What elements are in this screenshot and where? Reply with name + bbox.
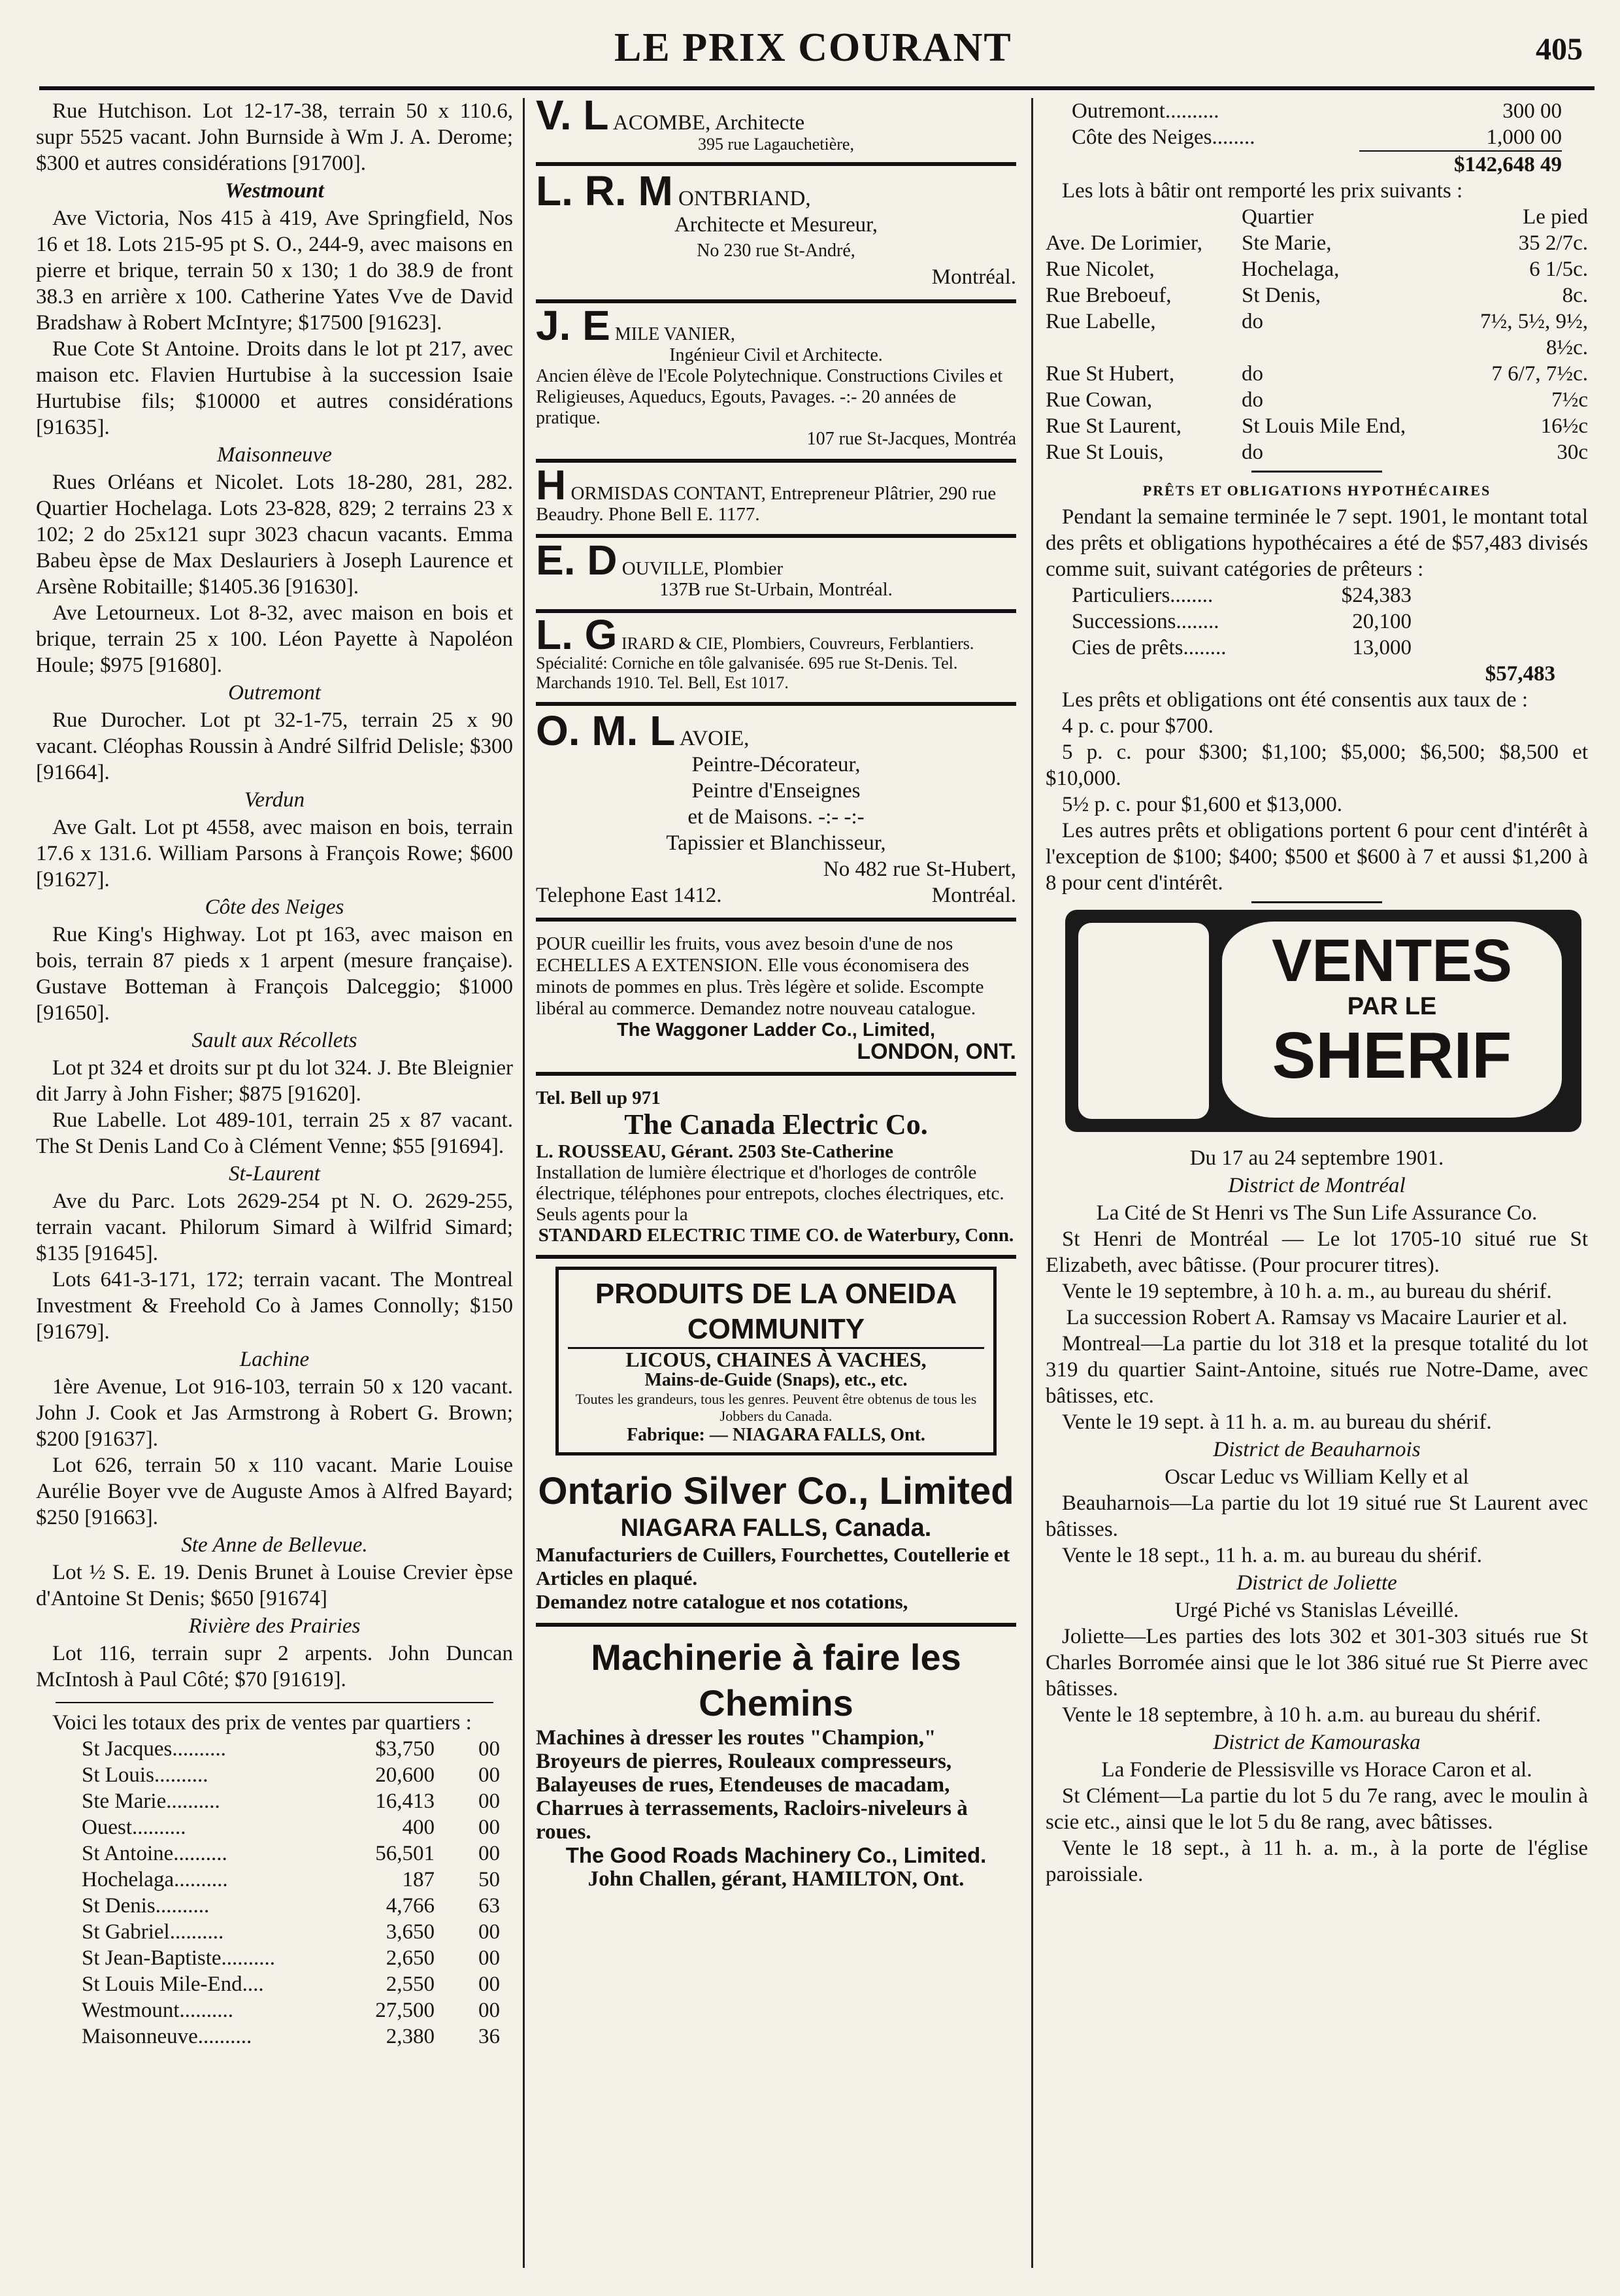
totals-row-cell-1: 16,413: [375, 1789, 435, 1813]
case4-desc: Joliette—Les parties des lots 302 et 301-303 situés rue St Charles Borromée ainsi que le lot 386 situé rue St Pierre avec bâtisses.: [1046, 1625, 1588, 1701]
ad-montbriand-line3: No 230 rue St-André,: [697, 241, 855, 261]
ad-lacombe: [536, 92, 1016, 166]
banner-ventes: VENTES: [1271, 927, 1513, 994]
ad-road-desc: Machines à dresser les routes "Champion," Broyeurs de pierres, Rouleaux compresseurs, Balayeuses de rues, Etendeuses de macadam, Charrues à terrassements, Racloirs-niveleurs à roues.: [536, 1726, 968, 1844]
heading-maisonneuve: Maisonneuve: [217, 443, 332, 467]
lots-header-cell-2: Le pied: [1523, 205, 1588, 229]
loans-row-cell-1: $24,383: [1341, 584, 1412, 607]
heading-verdun: Verdun: [244, 788, 305, 812]
totals-row-cell-2: 63: [478, 1894, 500, 1918]
entry-letourneux: Ave Letourneux. Lot 8-32, avec maison en bois et brique, terrain 25 x 100. Léon Payette à Napoléon Houle; $975 [91680].: [36, 601, 513, 677]
totals-row-cell-0: St Denis..........: [82, 1894, 210, 1918]
top-row: [1072, 124, 1562, 150]
lots-row-cell-1: St Louis Mile End,: [1242, 414, 1406, 438]
ad-vanier-initials: J. E: [536, 302, 610, 349]
loans-row: [1072, 582, 1412, 608]
ad-road-title: Machinerie à faire les Chemins: [591, 1637, 961, 1723]
lots-row-cell-2: 7½, 5½, 9½, 8½c.: [1480, 310, 1588, 359]
ad-lavoie-line3: Peintre d'Enseignes: [691, 779, 861, 803]
sales-dates: Du 17 au 24 septembre 1901.: [1189, 1146, 1444, 1170]
totals-row-cell-1: 187: [402, 1868, 435, 1891]
newspaper-title: LE PRIX COURANT: [614, 25, 1012, 70]
case4-title: Urgé Piché vs Stanislas Léveillé.: [1174, 1599, 1459, 1622]
heading-outremont: Outremont: [228, 681, 321, 705]
divider: [56, 1702, 493, 1703]
lots-row-cell-0: Rue Breboeuf,: [1046, 284, 1172, 307]
case5-sale: Vente le 18 sept., à 11 h. a. m., à la porte de l'église paroissiale.: [1046, 1837, 1588, 1886]
loans-heading: PRÊTS ET OBLIGATIONS HYPOTHÉCAIRES: [1142, 482, 1491, 499]
ad-vanier-text: MILE VANIER,: [614, 324, 735, 344]
entry-orleans: Rues Orléans et Nicolet. Lots 18-280, 281, 282. Quartier Hochelaga. Lots 23-828, 829; 2 terrains 23 x 102; 2 do 25x121 supr 3023 chacun vacants. Emma Babeu èpse de Max Deslauriers à Joseph Laurence et Arsène Robitaille; $1405.36 [91630].: [36, 471, 513, 599]
lots-row-cell-0: Ave. De Lorimier,: [1046, 231, 1202, 255]
lots-row-cell-2: 35 2/7c.: [1518, 231, 1588, 255]
heading-cote-des-neiges: Côte des Neiges: [205, 895, 344, 919]
totals-row-cell-0: St Louis..........: [82, 1763, 208, 1787]
banner-par-le: PAR LE: [1347, 993, 1437, 1020]
totals-row-cell-1: 400: [402, 1816, 435, 1839]
case2-desc: Montreal—La partie du lot 318 et la presque totalité du lot 319 du quartier Saint-Antoine, situés rue Notre-Dame, avec bâtisses, etc.: [1046, 1332, 1588, 1408]
page-number: 405: [1536, 32, 1583, 67]
column-divider-1: [523, 98, 525, 2268]
ad-montbriand-line2: Architecte et Mesureur,: [674, 213, 878, 237]
entry-labelle: Rue Labelle. Lot 489-101, terrain 25 x 87 vacant. The St Denis Land Co à Clément Venne; $55 [91694].: [36, 1108, 513, 1158]
lots-header-cell-1: Quartier: [1242, 205, 1314, 229]
totals-row-cell-2: 00: [478, 1763, 500, 1787]
ad-oneida: [555, 1267, 997, 1456]
lots-row-cell-0: Rue St Laurent,: [1046, 414, 1182, 438]
lots-row-cell-0: Rue Nicolet,: [1046, 258, 1155, 281]
ad-silver-title: Ontario Silver Co., Limited: [538, 1470, 1014, 1512]
district-joliette: District de Joliette: [1236, 1571, 1397, 1595]
totals-row-cell-2: 00: [478, 1737, 500, 1761]
masthead: [39, 13, 1595, 85]
ad-contant-initial: H: [536, 461, 567, 508]
totals-row-cell-1: 2,550: [386, 1972, 435, 1996]
entry-lots-641: Lots 641-3-171, 172; terrain vacant. The Montreal Investment & Freehold Co à James Connolly; $150 [91679].: [36, 1268, 513, 1344]
loans-total: $57,483: [1485, 662, 1555, 686]
ad-montbriand-initials: L. R. M: [536, 167, 673, 214]
heading-ste-anne: Ste Anne de Bellevue.: [181, 1533, 368, 1557]
totals-row-cell-0: St Gabriel..........: [82, 1920, 224, 1944]
ad-lacombe-text: ACOMBE, Architecte: [612, 111, 805, 135]
ad-lavoie-line2: Peintre-Décorateur,: [691, 753, 861, 776]
entry-lot-116: Lot 116, terrain supr 2 arpents. John Duncan McIntosh à Paul Côté; $70 [91619].: [36, 1642, 513, 1691]
ad-oneida-line4: Fabrique: — NIAGARA FALLS, Ont.: [627, 1425, 925, 1445]
column-advertisements: [536, 92, 1016, 1891]
divider: [1251, 901, 1382, 903]
ad-silver-city: NIAGARA FALLS, Canada.: [620, 1514, 932, 1542]
totals-row-cell-2: 00: [478, 1842, 500, 1865]
case5-desc: St Clément—La partie du lot 5 du 7e rang, avec le moulin à scie etc., ainsi que le lot 5 du 8e rang, avec bâtisses.: [1046, 1784, 1588, 1834]
entry-durocher: Rue Durocher. Lot pt 32-1-75, terrain 25 x 90 vacant. Cléophas Roussin à André Silfrid Delisle; $300 [91664].: [36, 708, 513, 784]
ad-silver-desc: Manufacturiers de Cuillers, Fourchettes, Coutellerie et Articles en plaqué.: [536, 1543, 1010, 1589]
totals-row-cell-0: St Louis Mile-End....: [82, 1972, 264, 1996]
top-row-cell-1: 1,000 00: [1486, 125, 1562, 149]
sherif-banner-text: [1222, 922, 1562, 1118]
ad-oneida-line1: LICOUS, CHAINES À VACHES,: [625, 1348, 927, 1371]
ad-electric-tel: Tel. Bell up 971: [536, 1088, 661, 1108]
ad-contant: [536, 461, 1016, 538]
loans-rate-5-5: 5½ p. c. pour $1,600 et $13,000.: [1062, 793, 1342, 816]
case3-desc: Beauharnois—La partie du lot 19 situé rue St Laurent avec bâtisses.: [1046, 1491, 1588, 1541]
ad-lavoie-line4: et de Maisons. -:- -:-: [687, 805, 865, 829]
heading-lachine: Lachine: [239, 1348, 310, 1371]
column-real-estate-sales: [36, 98, 513, 2050]
lots-row-cell-1: St Denis,: [1242, 284, 1321, 307]
divider: [1251, 471, 1382, 473]
loans-rate-5: 5 p. c. pour $300; $1,100; $5,000; $6,500; $8,500 et $10,000.: [1046, 740, 1588, 790]
lots-row-cell-2: 6 1/5c.: [1529, 258, 1588, 281]
totals-row-cell-1: 2,650: [386, 1946, 435, 1970]
case3-sale: Vente le 18 sept., 11 h. a. m. au bureau du shérif.: [1062, 1544, 1483, 1567]
totals-row-cell-1: 20,600: [375, 1763, 435, 1787]
case1-sale: Vente le 19 septembre, à 10 h. a. m., au bureau du shérif.: [1062, 1280, 1552, 1303]
ad-oneida-title: PRODUITS DE LA ONEIDA COMMUNITY: [568, 1276, 984, 1349]
top-row-cell-0: Côte des Neiges........: [1072, 125, 1255, 149]
ad-douville: [536, 537, 1016, 613]
case2-title: La succession Robert A. Ramsay vs Macaire Laurier et al.: [1066, 1306, 1568, 1329]
lots-row-cell-2: 8c.: [1562, 284, 1588, 307]
district-montreal: District de Montréal: [1228, 1174, 1406, 1197]
masthead-rule: [39, 86, 1595, 90]
lots-row-cell-0: Rue Cowan,: [1046, 388, 1153, 412]
ad-douville-initials: E. D: [536, 537, 618, 584]
totals-row-cell-0: Maisonneuve..........: [82, 2025, 252, 2048]
ad-lavoie-line5: Tapissier et Blanchisseur,: [666, 831, 886, 855]
totals-row-cell-0: Ouest..........: [82, 1816, 186, 1839]
totals-row-cell-2: 00: [478, 1999, 500, 2022]
ad-montbriand: [536, 167, 1016, 303]
banner-sherif: SHERIF: [1272, 1019, 1512, 1092]
ad-montbriand-line4: Montréal.: [931, 265, 1016, 289]
ad-vanier: [536, 302, 1016, 463]
loans-row: [1072, 608, 1412, 635]
lots-row-cell-0: Rue Labelle,: [1046, 310, 1156, 333]
top-total: $142,648 49: [1359, 150, 1562, 178]
lots-table: [1046, 204, 1588, 465]
totals-table: [82, 1736, 500, 2050]
totals-row-cell-0: St Antoine..........: [82, 1842, 227, 1865]
ad-lavoie-text: AVOIE,: [679, 727, 750, 750]
case3-title: Oscar Leduc vs William Kelly et al: [1165, 1465, 1469, 1489]
totals-row-cell-2: 00: [478, 1816, 500, 1839]
lots-row-cell-2: 7½c: [1551, 388, 1588, 412]
ventes-par-le-sherif-banner: [1065, 910, 1581, 1132]
totals-row-cell-2: 00: [478, 1789, 500, 1813]
lots-row-cell-2: 30c: [1557, 441, 1588, 464]
ad-oneida-line3: Toutes les grandeurs, tous les genres. Peuvent être obtenus de tous les Jobbers du Canada.: [575, 1391, 977, 1424]
entry-lot-324: Lot pt 324 et droits sur pt du lot 324. J. Bte Bleignier dit Jarry à John Fisher; $875 [91620].: [36, 1056, 513, 1106]
totals-row-cell-2: 50: [478, 1868, 500, 1891]
ad-vanier-line3: Ancien élève de l'Ecole Polytechnique. Constructions Civiles et Religieuses, Aqueducs, Egouts, Pavages. -:- 20 années de pratique.: [536, 366, 1003, 428]
totals-intro: Voici les totaux des prix de ventes par quartiers :: [52, 1711, 472, 1735]
ad-girard-text: IRARD & CIE, Plombiers, Couvreurs, Ferblantiers. Spécialité: Corniche en tôle galvanisée. 695 rue St-Denis. Tel. Marchands 1910. Tel. Bell, Est 1017.: [536, 634, 974, 692]
ad-silver-catalogue: Demandez notre catalogue et nos cotations,: [536, 1590, 908, 1613]
ad-contant-text: ORMISDAS CONTANT, Entrepreneur Plâtrier, 290 rue Beaudry. Phone Bell E. 1177.: [536, 483, 997, 525]
totals-row-cell-0: Ste Marie..........: [82, 1789, 220, 1813]
ad-oneida-line2: Mains-de-Guide (Snaps), etc., etc.: [644, 1370, 908, 1390]
ad-douville-address: 137B rue St-Urbain, Montréal.: [659, 579, 893, 600]
loans-row-cell-1: 20,100: [1352, 610, 1412, 633]
ad-road-manager: John Challen, gérant, HAMILTON, Ont.: [587, 1867, 965, 1891]
ad-electric-agent: STANDARD ELECTRIC TIME CO. de Waterbury, Conn.: [538, 1225, 1014, 1246]
lots-intro: Les lots à bâtir ont remporté les prix suivants :: [1062, 179, 1463, 203]
totals-row-cell-1: 56,501: [375, 1842, 435, 1865]
lots-row-cell-2: 16½c: [1540, 414, 1588, 438]
ad-road-company: The Good Roads Machinery Co., Limited.: [565, 1843, 987, 1867]
totals-row-cell-1: $3,750: [375, 1737, 435, 1761]
entry-1ere-avenue: 1ère Avenue, Lot 916-103, terrain 50 x 120 vacant. John J. Cook et Jas Armstrong à Robert G. Brown; $200 [91637].: [36, 1375, 513, 1451]
totals-row-cell-2: 00: [478, 1972, 500, 1996]
loans-row-cell-0: Particuliers........: [1072, 584, 1214, 607]
case1-desc: St Henri de Montréal — Le lot 1705-10 situé rue St Elizabeth, avec bâtisse. (Pour procurer titres).: [1046, 1227, 1588, 1277]
entry-lot-626: Lot 626, terrain 50 x 110 vacant. Marie Louise Aurélie Boyer vve de Auguste Amos à Alfred Bayard; $250 [91663].: [36, 1454, 513, 1529]
totals-row-cell-0: Hochelaga..........: [82, 1868, 228, 1891]
district-kamouraska: District de Kamouraska: [1213, 1731, 1421, 1754]
ad-girard: [536, 611, 1016, 706]
loans-rows: [1072, 582, 1412, 661]
totals-row-cell-1: 3,650: [386, 1920, 435, 1944]
totals-row-cell-2: 00: [478, 1920, 500, 1944]
lots-header-cell-0: [1046, 204, 1242, 230]
loans-rate-4: 4 p. c. pour $700.: [1062, 714, 1214, 738]
entry-kings-highway: Rue King's Highway. Lot pt 163, avec maison en bois, terrain 87 pieds x 1 arpent (mesure française). Gustave Botteman à François Dalceggio; $1000 [91650].: [36, 923, 513, 1025]
ad-electric-name: The Canada Electric Co.: [624, 1108, 928, 1140]
heading-westmount: Westmount: [225, 179, 324, 203]
column-loans-and-sheriff-sales: [1046, 98, 1588, 1888]
ad-electric-manager: L. ROUSSEAU, Gérant. 2503 Ste-Catherine: [536, 1141, 893, 1162]
lots-row-cell-1: Hochelaga,: [1242, 258, 1340, 281]
ad-lacombe-address: 395 rue Lagauchetière,: [698, 135, 854, 154]
heading-st-laurent: St-Laurent: [229, 1162, 320, 1186]
top-row-cell-0: Outremont..........: [1072, 99, 1219, 123]
totals-row-cell-1: 27,500: [375, 1999, 435, 2022]
loans-row: [1072, 635, 1412, 661]
ad-girard-initials: L. G: [536, 611, 618, 658]
entry-lot-half: Lot ½ S. E. 19. Denis Brunet à Louise Crevier èpse d'Antoine St Denis; $650 [91674]: [36, 1561, 513, 1610]
district-beauharnois: District de Beauharnois: [1213, 1438, 1421, 1461]
auction-scene-illustration: [1078, 923, 1209, 1119]
ad-vanier-line2: Ingénieur Civil et Architecte.: [669, 345, 883, 365]
totals-row-cell-0: Westmount..........: [82, 1999, 233, 2022]
ad-canada-electric: [536, 1084, 1016, 1259]
lots-row-cell-1: do: [1242, 441, 1263, 464]
ad-lavoie-city: Montréal.: [931, 884, 1016, 907]
entry-hutchison: Rue Hutchison. Lot 12-17-38, terrain 50 x 110.6, supr 5525 vacant. John Burnside à Wm J. A. Derome; $300 et autres considérations [91700].: [36, 99, 513, 175]
lots-row-cell-0: Rue St Hubert,: [1046, 362, 1175, 386]
entry-cote-st-antoine: Rue Cote St Antoine. Droits dans le lot pt 217, avec maison etc. Flavien Hurtubise à la succession Isaie Hurtubise fils; $10000 et autres considérations [91635].: [36, 337, 513, 439]
case1-title: La Cité de St Henri vs The Sun Life Assurance Co.: [1096, 1201, 1538, 1225]
totals-row-cell-0: St Jean-Baptiste..........: [82, 1946, 276, 1970]
column-divider-2: [1031, 98, 1033, 2268]
ad-lacombe-initials: V. L: [536, 92, 609, 139]
totals-row-cell-0: St Jacques..........: [82, 1737, 226, 1761]
totals-row-cell-1: 4,766: [386, 1894, 435, 1918]
entry-galt: Ave Galt. Lot pt 4558, avec maison en bois, terrain 17.6 x 131.6. William Parsons à François Rowe; $600 [91627].: [36, 816, 513, 891]
case4-sale: Vente le 18 septembre, à 10 h. a.m. au bureau du shérif.: [1062, 1703, 1542, 1727]
entry-parc: Ave du Parc. Lots 2629-254 pt N. O. 2629-255, terrain vacant. Philorum Simard à Wilfrid Simard; $135 [91645].: [36, 1190, 513, 1265]
top-row-cell-1: 300 00: [1502, 99, 1562, 123]
loans-row-cell-0: Cies de prêts........: [1072, 636, 1227, 659]
ad-lavoie: [536, 707, 1016, 922]
totals-row-cell-2: 36: [478, 2025, 500, 2048]
totals-row-cell-1: 2,380: [386, 2025, 435, 2048]
loans-row-cell-1: 13,000: [1352, 636, 1412, 659]
lots-row-cell-1: Ste Marie,: [1242, 231, 1332, 255]
ad-lavoie-initials: O. M. L: [536, 707, 676, 754]
case5-title: La Fonderie de Plessisville vs Horace Caron et al.: [1101, 1758, 1532, 1782]
heading-sault: Sault aux Récollets: [191, 1029, 357, 1052]
lots-row-cell-1: do: [1242, 388, 1263, 412]
lots-row-cell-1: do: [1242, 310, 1263, 333]
ad-ladder-company: The Waggoner Ladder Co., Limited,: [616, 1020, 936, 1040]
lots-row-cell-1: do: [1242, 362, 1263, 386]
ad-lavoie-line6: No 482 rue St-Hubert,: [823, 857, 1016, 881]
lots-row-cell-2: 7 6/7, 7½c.: [1491, 362, 1588, 386]
entry-victoria: Ave Victoria, Nos 415 à 419, Ave Springfield, Nos 16 et 18. Lots 215-95 pt S. O., 244-9, avec maisons en pierre et brique, terrain 50 x 130; 1 do 38.9 de front 38.3 en arrière x 100. Catherine Yates Vve de David Bradshaw à Robert McIntyre; $17500 [91623].: [36, 207, 513, 335]
ad-good-roads: [536, 1635, 1016, 1891]
loans-rates-intro: Les prêts et obligations ont été consentis aux taux de :: [1062, 688, 1528, 712]
lots-row-cell-0: Rue St Louis,: [1046, 441, 1164, 464]
ad-vanier-line4: 107 rue St-Jacques, Montréa: [806, 429, 1016, 449]
totals-row-cell-2: 00: [478, 1946, 500, 1970]
ad-montbriand-text: ONTBRIAND,: [678, 187, 811, 210]
top-rows: [1046, 98, 1588, 150]
ad-ladder-text: POUR cueillir les fruits, vous avez besoin d'une de nos ECHELLES A EXTENSION. Elle vous économisera des minots de pommes en plus. Très légère et solide. Escompte libéral au commerce. Demandez notre nouveau catalogue.: [536, 933, 984, 1019]
ad-electric-desc: Installation de lumière électrique et d'horloges de contrôle électrique, téléphones pour entrepots, cloches électriques, etc. Seuls agents pour la: [536, 1162, 1004, 1225]
loans-row-cell-0: Successions........: [1072, 610, 1219, 633]
loans-other-rates: Les autres prêts et obligations portent 6 pour cent d'intérêt à l'exception de $100; $400; $500 et $600 à 7 et aussi $1,200 à 8 pour cent d'intérêt.: [1046, 819, 1588, 895]
loans-intro: Pendant la semaine terminée le 7 sept. 1901, le montant total des prêts et obligations hypothécaires a été de $57,483 divisés comme suit, suivant catégories de prêteurs :: [1046, 505, 1588, 581]
top-row: [1072, 98, 1562, 124]
ad-lavoie-telephone: Telephone East 1412.: [536, 884, 722, 907]
ad-waggoner-ladder: [536, 929, 1016, 1076]
ad-ontario-silver: [536, 1466, 1016, 1627]
heading-riviere: Rivière des Prairies: [188, 1614, 361, 1638]
ad-ladder-city: LONDON, ONT.: [857, 1039, 1016, 1064]
case2-sale: Vente le 19 sept. à 11 h. a. m. au bureau du shérif.: [1062, 1410, 1492, 1434]
ad-douville-text: OUVILLE, Plombier: [621, 558, 784, 579]
